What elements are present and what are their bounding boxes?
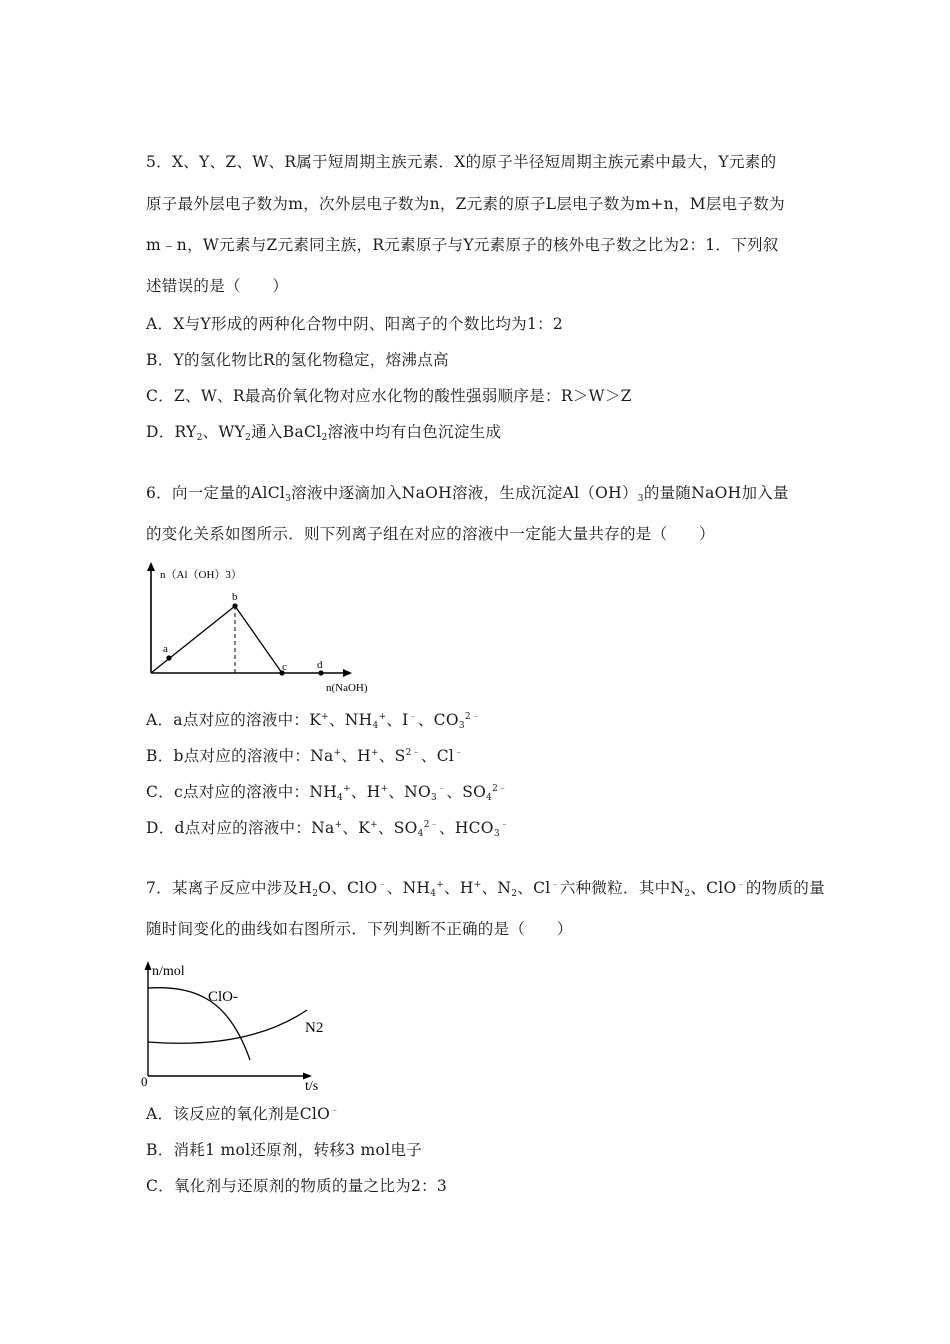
q6-option-b: B．b点对应的溶液中：Na+、H+、$S^{2﹣}$、Cl﹣ — [146, 747, 464, 765]
q7-clo-label: ClO- — [208, 989, 238, 1005]
q6-option-c: C．c点对应的溶液中：$NH_4^+$、H+、$NO_3^﹣$、$SO_4^{2﹣}$ — [146, 783, 508, 803]
q6-point-b — [232, 603, 237, 608]
q6-stem-line-2: 的变化关系如图所示．则下列离子组在对应的溶液中一定能大量共存的是（ ） — [146, 525, 715, 543]
q7-option-a: A．该反应的氧化剂是ClO﹣ — [146, 1105, 340, 1123]
q5-option-b: B．Y的氢化物比R的氢化物稳定，熔沸点高 — [146, 351, 449, 369]
q5-stem-line-2: 原子最外层电子数为m，次外层电子数为n，Z元素的原子L层电子数为m+n，M层电子数为 — [146, 195, 785, 213]
q6-y-axis-label: n（Al（OH）3） — [160, 569, 242, 581]
q7-x-axis-label: t/s — [305, 1079, 319, 1094]
q6-point-a — [166, 655, 171, 660]
q6-label-b: b — [232, 591, 238, 603]
q5-option-d: D．$RY_2$、$WY_2$通入BaCl$_2$溶液中均有白色沉淀生成 — [146, 423, 502, 443]
q7-n2-curve — [148, 1010, 307, 1043]
q7-option-c: C．氧化剂与还原剂的物质的量之比为2：3 — [146, 1177, 448, 1195]
q5-option-c: C．Z、W、R最高价氧化物对应水化物的酸性强弱顺序是：R＞W＞Z — [146, 387, 632, 405]
q6-graph — [140, 560, 400, 700]
q6-rising-line — [151, 606, 235, 673]
q7-n2-label: N2 — [305, 1020, 324, 1036]
q6-label-d: d — [317, 659, 323, 671]
q6-x-axis-label: n(NaOH) — [326, 682, 368, 694]
q5-stem-line-3: m﹣n，W元素与Z元素同主族，R元素原子与Y元素原子的核外电子数之比为2：1．下列叙 — [146, 236, 779, 254]
q6-label-a: a — [163, 643, 168, 655]
q7-origin-label: 0 — [141, 1074, 148, 1089]
q7-stem-line-1: 7．某离子反应中涉及$H_2O$、ClO﹣、$NH_4^+$、H+、$N_2$、Cl﹣六种微粒．其中$N_2$、ClO﹣的物质的量 — [146, 879, 825, 899]
q5-stem-line-1: 5．X、Y、Z、W、R属于短周期主族元素．X的原子半径短周期主族元素中最大，Y元素的 — [146, 153, 777, 171]
q5-option-a: A．X与Y形成的两种化合物中阴、阳离子的个数比均为1：2 — [146, 315, 564, 333]
q6-falling-line — [235, 606, 282, 673]
q7-option-b: B．消耗1 mol还原剂，转移3 mol电子 — [146, 1141, 423, 1159]
q6-stem-line-1: 6．向一定量的AlCl$_3$溶液中逐滴加入NaOH溶液，生成沉淀$Al(OH)_3$的量随NaOH加入量 — [146, 484, 789, 504]
q6-option-a: A．a点对应的溶液中：K+、$NH_4^+$、I﹣、$CO_3^{2﹣}$ — [146, 711, 481, 731]
q5-stem-line-4: 述错误的是（ ） — [146, 277, 289, 295]
q6-point-d — [318, 670, 323, 675]
q7-y-axis-label: n/mol — [152, 964, 185, 979]
q7-stem-line-2: 随时间变化的曲线如右图所示．下列判断不正确的是（ ） — [146, 920, 573, 938]
q7-graph — [140, 955, 360, 1095]
q6-option-d: D．d点对应的溶液中：Na+、K+、$SO_4^{2﹣}$、$HCO_3^﹣$ — [146, 819, 510, 839]
q6-label-c: c — [282, 661, 287, 673]
